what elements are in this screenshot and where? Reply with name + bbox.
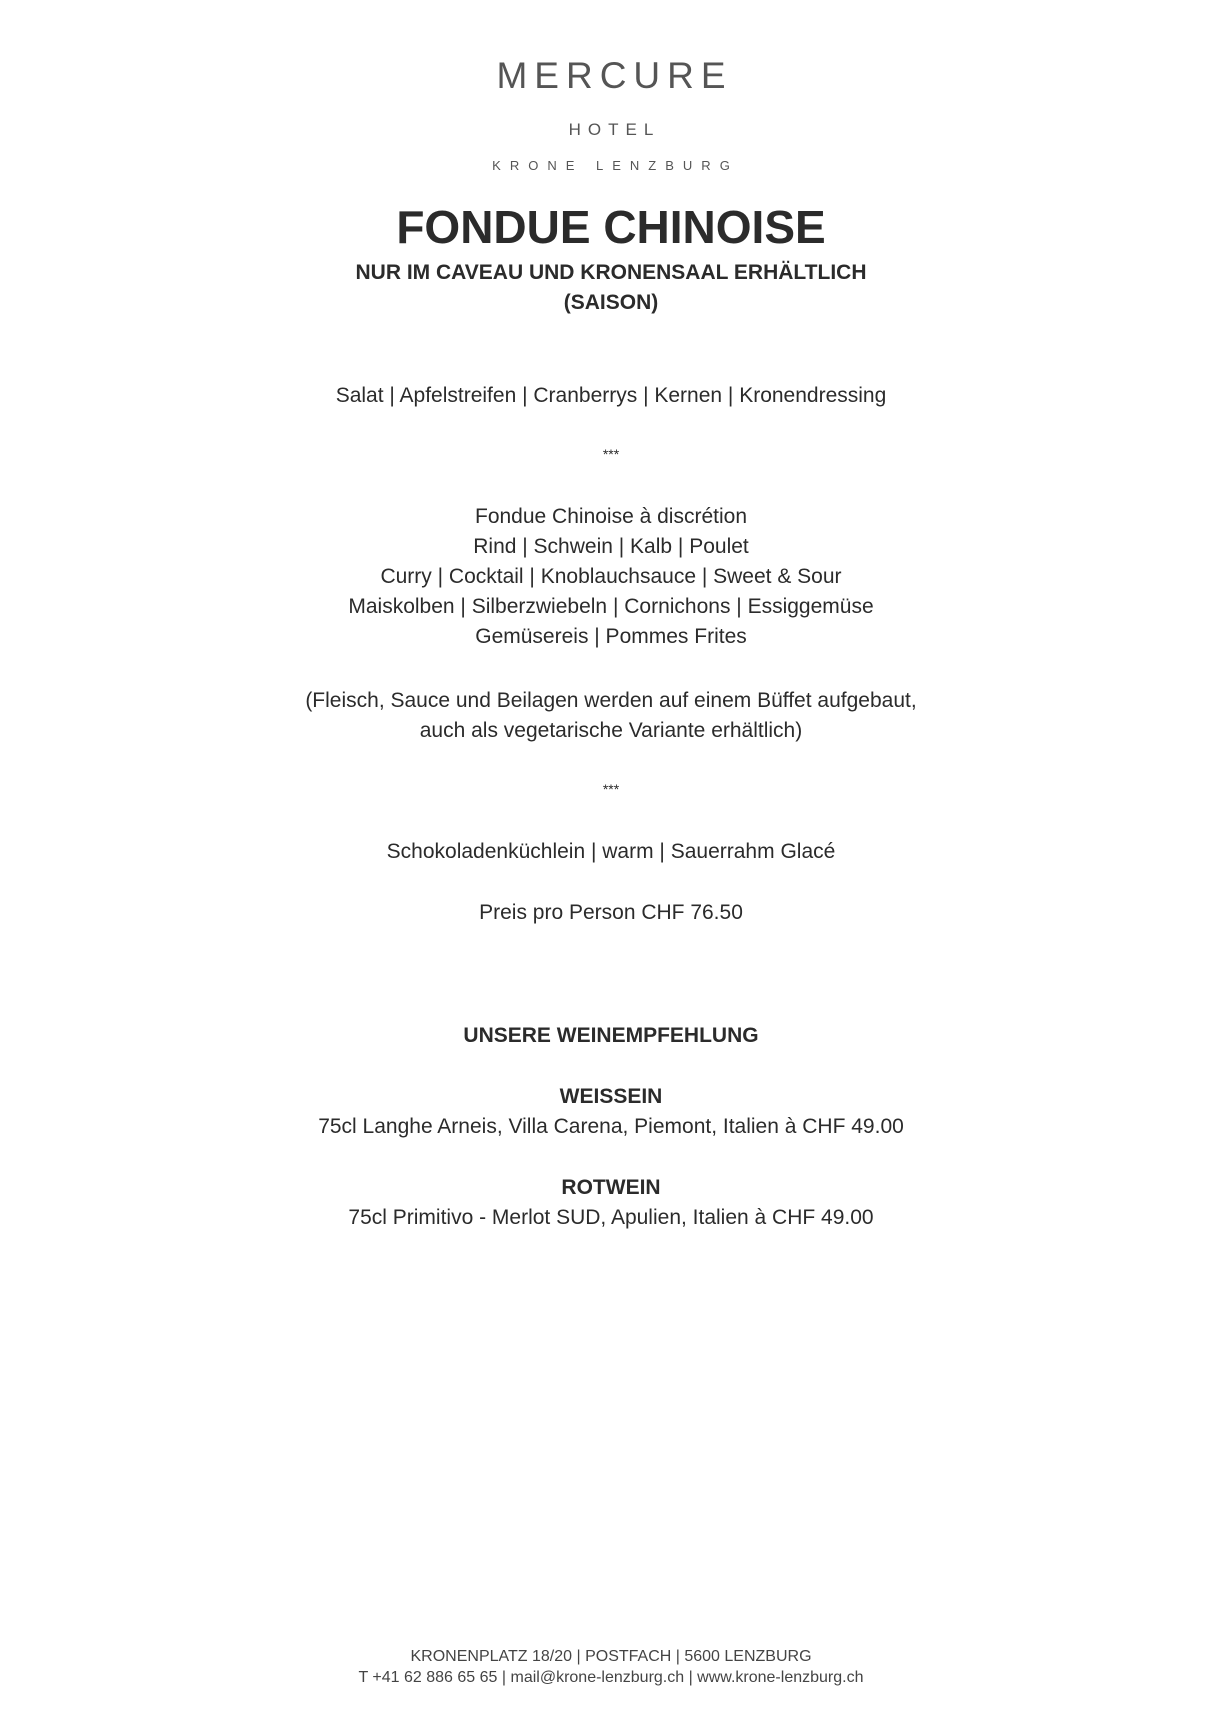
main-course-line: Maiskolben | Silberzwiebeln | Cornichons | Essiggemüse: [348, 595, 874, 618]
subtitle-line: (SAISON): [563, 291, 659, 314]
main-course-line: Gemüsereis | Pommes Frites: [475, 625, 747, 648]
red-wine: 75cl Primitivo - Merlot SUD, Apulien, Italien à CHF 49.00: [348, 1206, 874, 1229]
note-line: (Fleisch, Sauce und Beilagen werden auf einem Büffet aufgebaut,: [305, 689, 917, 712]
course-separator: ***: [602, 446, 620, 462]
footer-line: KRONENPLATZ 18/20 | POSTFACH | 5600 LENZBURG: [410, 1648, 812, 1665]
wine-heading: UNSERE WEINEMPFEHLUNG: [463, 1024, 759, 1047]
main-course: [0, 502, 1222, 652]
white-wine-heading: WEISSEIN: [559, 1085, 663, 1108]
main-course-line: Fondue Chinoise à discrétion: [475, 505, 747, 528]
main-course-line: Curry | Cocktail | Knoblauchsauce | Sweet & Sour: [380, 565, 842, 588]
starter-course: Salat | Apfelstreifen | Cranberrys | Kernen | Kronendressing: [335, 384, 887, 407]
logo-hotel: HOTEL: [568, 120, 661, 139]
subtitle-line: NUR IM CAVEAU UND KRONENSAAL ERHÄLTLICH: [355, 261, 867, 284]
footer-line: T +41 62 886 65 65 | mail@krone-lenzburg.ch | www.krone-lenzburg.ch: [358, 1669, 864, 1686]
main-course-line: Rind | Schwein | Kalb | Poulet: [473, 535, 749, 558]
red-wine-heading: ROTWEIN: [561, 1176, 661, 1199]
logo-brand: MERCURE: [496, 55, 733, 96]
buffet-note: [0, 686, 1222, 746]
note-line: auch als vegetarische Variante erhältlich): [419, 719, 803, 742]
hotel-logo: [0, 54, 1222, 174]
menu-title: FONDUE CHINOISE: [396, 201, 826, 253]
course-separator: ***: [602, 781, 620, 797]
logo-location: KRONE LENZBURG: [492, 158, 739, 173]
price: Preis pro Person CHF 76.50: [479, 901, 743, 924]
menu-subtitle: [0, 258, 1222, 318]
white-wine: 75cl Langhe Arneis, Villa Carena, Piemont, Italien à CHF 49.00: [318, 1115, 904, 1138]
dessert-course: Schokoladenküchlein | warm | Sauerrahm Glacé: [386, 840, 836, 863]
footer-address: [0, 1646, 1222, 1688]
